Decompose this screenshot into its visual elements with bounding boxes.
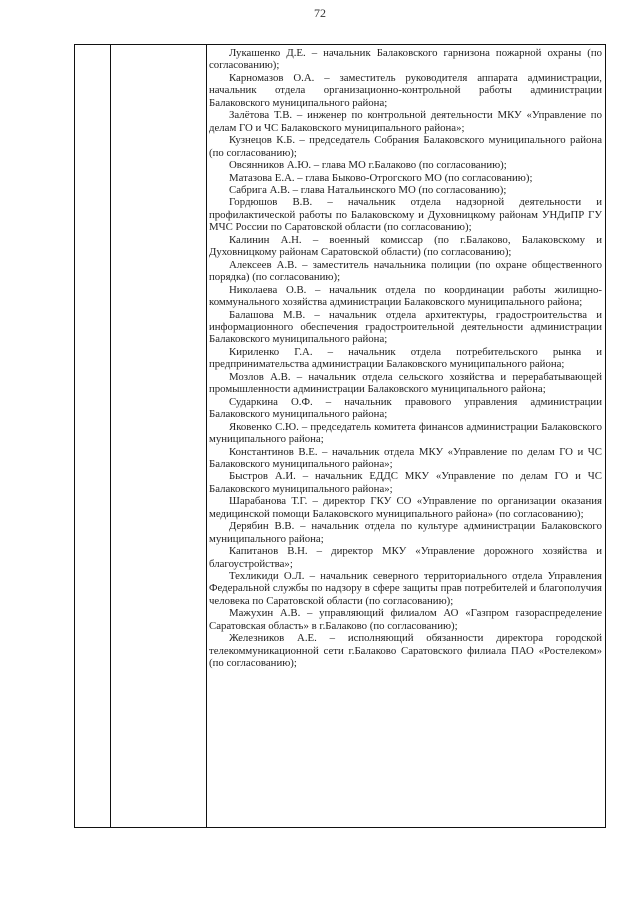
member-entry: Капитанов В.Н. – директор МКУ «Управление дорожного хозяйства и благоустройства»;	[209, 545, 602, 570]
member-entry: Константинов В.Е. – начальник отдела МКУ «Управление по делам ГО и ЧС Балаковского муниципального района»;	[209, 445, 602, 470]
page-number: 72	[314, 6, 326, 20]
member-entry: Николаева О.В. – начальник отдела по координации работы жилищно-коммунального хозяйства администрации Балаковского муниципального района;	[209, 283, 602, 309]
member-entry: Шарабанова Т.Г. – директор ГКУ СО «Управление по организации оказания медицинской помощи Балаковского муниципального района» (по согласованию);	[209, 495, 602, 520]
member-entry: Карномазов О.А. – заместитель руководителя аппарата администрации, начальник отдела организационно-контрольной работы администрации Балаковского муниципального района;	[209, 71, 602, 109]
role-column	[111, 45, 207, 827]
member-entry: Техликиди О.Л. – начальник северного территориального отдела Управления Федеральной службы по надзору в сфере защиты прав потребителей и благополучия человека по Саратовской области (по согласованию);	[209, 570, 602, 607]
member-entry: Железников А.Е. – исполняющий обязанности директора городской телекоммуникационной сети г.Балаково Саратовского филиала ПАО «Ростелеком» (по согласованию);	[209, 632, 602, 670]
number-column	[75, 45, 111, 827]
member-entry: Кузнецов К.Б. – председатель Собрания Балаковского муниципального района (по согласованию);	[209, 134, 602, 159]
member-entry: Кириленко Г.А. – начальник отдела потребительского рынка и предпринимательства администрации Балаковского муниципального района;	[209, 345, 602, 371]
members-table	[74, 44, 606, 828]
member-entry: Сабрига А.В. – глава Натальинского МО (по согласованию);	[229, 183, 507, 196]
member-entry: Калинин А.Н. – военный комиссар (по г.Балаково, Балаковскому и Духовницкому районам Саратовской области) (по согласованию);	[209, 233, 602, 259]
member-entry: Матазова Е.А. – глава Быково-Отрогского МО (по согласованию);	[229, 171, 533, 184]
member-entry: Гордюшов В.В. – начальник отдела надзорной деятельности и профилактической работы по Балаковскому и Духовницкому районам УНДиПР ГУ МЧС России по Саратовской области (по согласованию);	[209, 196, 602, 234]
member-entry: Лукашенко Д.Е. – начальник Балаковского гарнизона пожарной охраны (по согласованию);	[209, 47, 602, 72]
member-entry: Дерябин В.В. – начальник отдела по культуре администрации Балаковского муниципального района;	[209, 520, 602, 545]
member-entry: Яковенко С.Ю. – председатель комитета финансов администрации Балаковского муниципального района;	[209, 420, 602, 446]
member-entry: Залётова Т.В. – инженер по контрольной деятельности МКУ «Управление по делам ГО и ЧС Балаковского муниципального района»;	[209, 109, 602, 134]
member-entry: Быстров А.И. – начальник ЕДДС МКУ «Управление по делам ГО и ЧС Балаковского муниципального района»;	[209, 470, 602, 495]
member-entry: Мажухин А.В. – управляющий филиалом АО «Газпром газораспределение Саратовская область» в г.Балаково (по согласованию);	[209, 607, 602, 632]
members-list	[209, 47, 602, 670]
member-entry: Мозлов А.В. – начальник отдела сельского хозяйства и перерабатывающей промышленности администрации Балаковского муниципального района;	[209, 370, 602, 396]
member-entry: Балашова М.В. – начальник отдела архитектуры, градостроительства и информационного обеспечения градостроительной деятельности администрации Балаковского муниципального района;	[209, 308, 602, 346]
member-entry: Алексеев А.В. – заместитель начальника полиции (по охране общественного порядка) (по согласованию);	[209, 258, 602, 284]
member-entry: Овсянников А.Ю. – глава МО г.Балаково (по согласованию);	[229, 159, 507, 172]
member-entry: Сударкина О.Ф. – начальник правового управления администрации Балаковского муниципального района;	[209, 395, 602, 421]
